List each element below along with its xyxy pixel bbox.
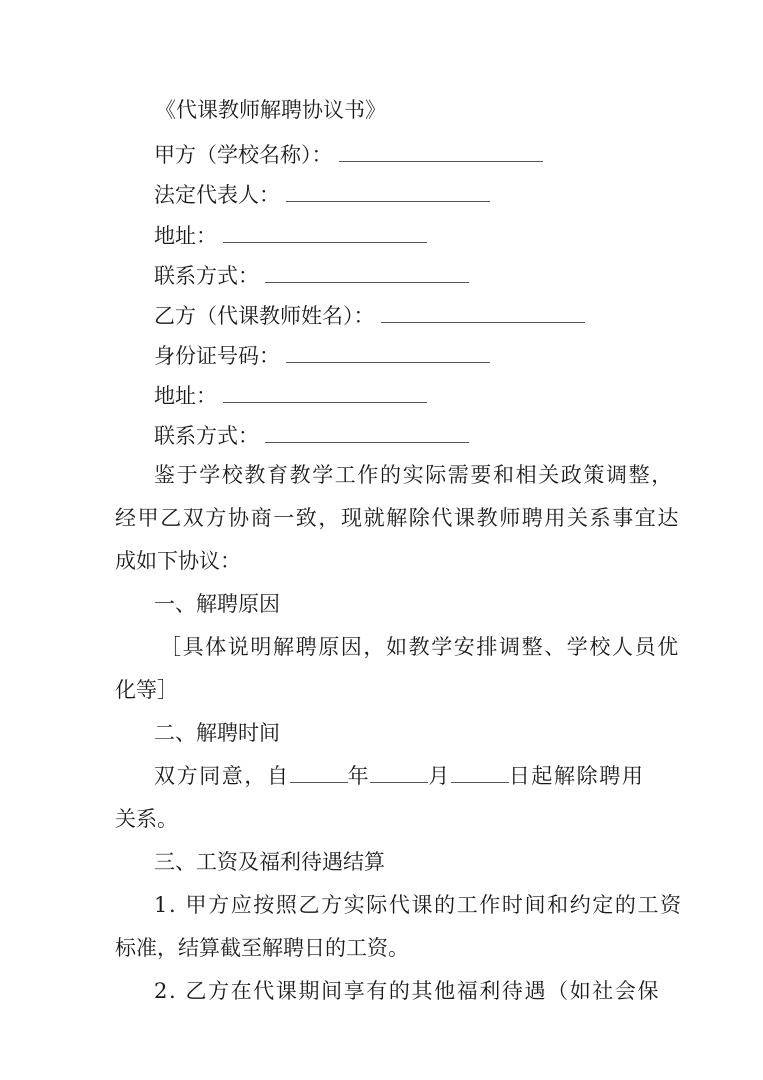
party-a-contact-field[interactable] — [265, 262, 469, 283]
month-field[interactable] — [370, 762, 428, 783]
intro-line-1: 鉴于学校教育教学工作的实际需要和相关政策调整， — [154, 463, 674, 487]
party-a-rep-label: 法定代表人： — [154, 183, 280, 207]
intro-line-2: 经甲乙双方协商一致，现就解除代课教师聘用关系事宜达 — [115, 506, 680, 530]
section-2-suffix: 日起解除聘用 — [508, 764, 645, 788]
section-2-heading: 二、解聘时间 — [154, 721, 280, 745]
party-a-address-field[interactable] — [223, 222, 427, 243]
section-2-line-2: 关系。 — [115, 807, 178, 831]
party-b-contact-field[interactable] — [265, 422, 469, 443]
party-a-name-row — [154, 141, 543, 169]
party-b-name-field[interactable] — [381, 302, 585, 323]
party-a-contact-label: 联系方式： — [154, 264, 259, 288]
party-b-id-row — [154, 342, 490, 370]
month-label: 月 — [428, 764, 451, 788]
intro-line-3: 成如下协议： — [115, 549, 241, 573]
party-b-name-row — [154, 302, 585, 330]
party-b-address-field[interactable] — [223, 382, 427, 403]
section-3-heading: 三、工资及福利待遇结算 — [154, 850, 385, 874]
party-a-address-label: 地址： — [154, 224, 217, 248]
section-3-item-2-line-1: 2. 乙方在代课期间享有的其他福利待遇（如社会保 — [154, 979, 661, 1003]
party-b-address-row — [154, 382, 427, 410]
section-1-line-2: 化等］ — [115, 678, 178, 702]
party-b-address-label: 地址： — [154, 384, 217, 408]
document-title: 《代课教师解聘协议书》 — [155, 98, 386, 122]
day-field[interactable] — [451, 762, 509, 783]
section-2-date-row — [154, 762, 644, 790]
party-a-address-row — [154, 222, 427, 250]
section-1-heading: 一、解聘原因 — [154, 592, 280, 616]
party-a-rep-row — [154, 181, 490, 209]
party-b-id-field[interactable] — [286, 342, 490, 363]
section-3-item-1-line-1: 1. 甲方应按照乙方实际代课的工作时间和约定的工资 — [154, 893, 683, 917]
party-b-contact-row — [154, 422, 469, 450]
section-3-item-1-line-2: 标准，结算截至解聘日的工资。 — [115, 936, 409, 960]
year-label: 年 — [347, 764, 371, 788]
party-a-name-field[interactable] — [339, 141, 543, 162]
section-2-prefix: 双方同意，自 — [154, 764, 290, 788]
party-a-rep-field[interactable] — [286, 181, 490, 202]
party-a-contact-row — [154, 262, 469, 290]
party-b-name-label: 乙方（代课教师姓名）： — [154, 304, 375, 328]
section-1-line-1: ［具体说明解聘原因，如教学安排调整、学校人员优 — [160, 635, 680, 659]
party-b-contact-label: 联系方式： — [154, 424, 259, 448]
party-b-id-label: 身份证号码： — [154, 344, 280, 368]
party-a-name-label: 甲方（学校名称）： — [154, 143, 333, 167]
year-field[interactable] — [290, 762, 348, 783]
